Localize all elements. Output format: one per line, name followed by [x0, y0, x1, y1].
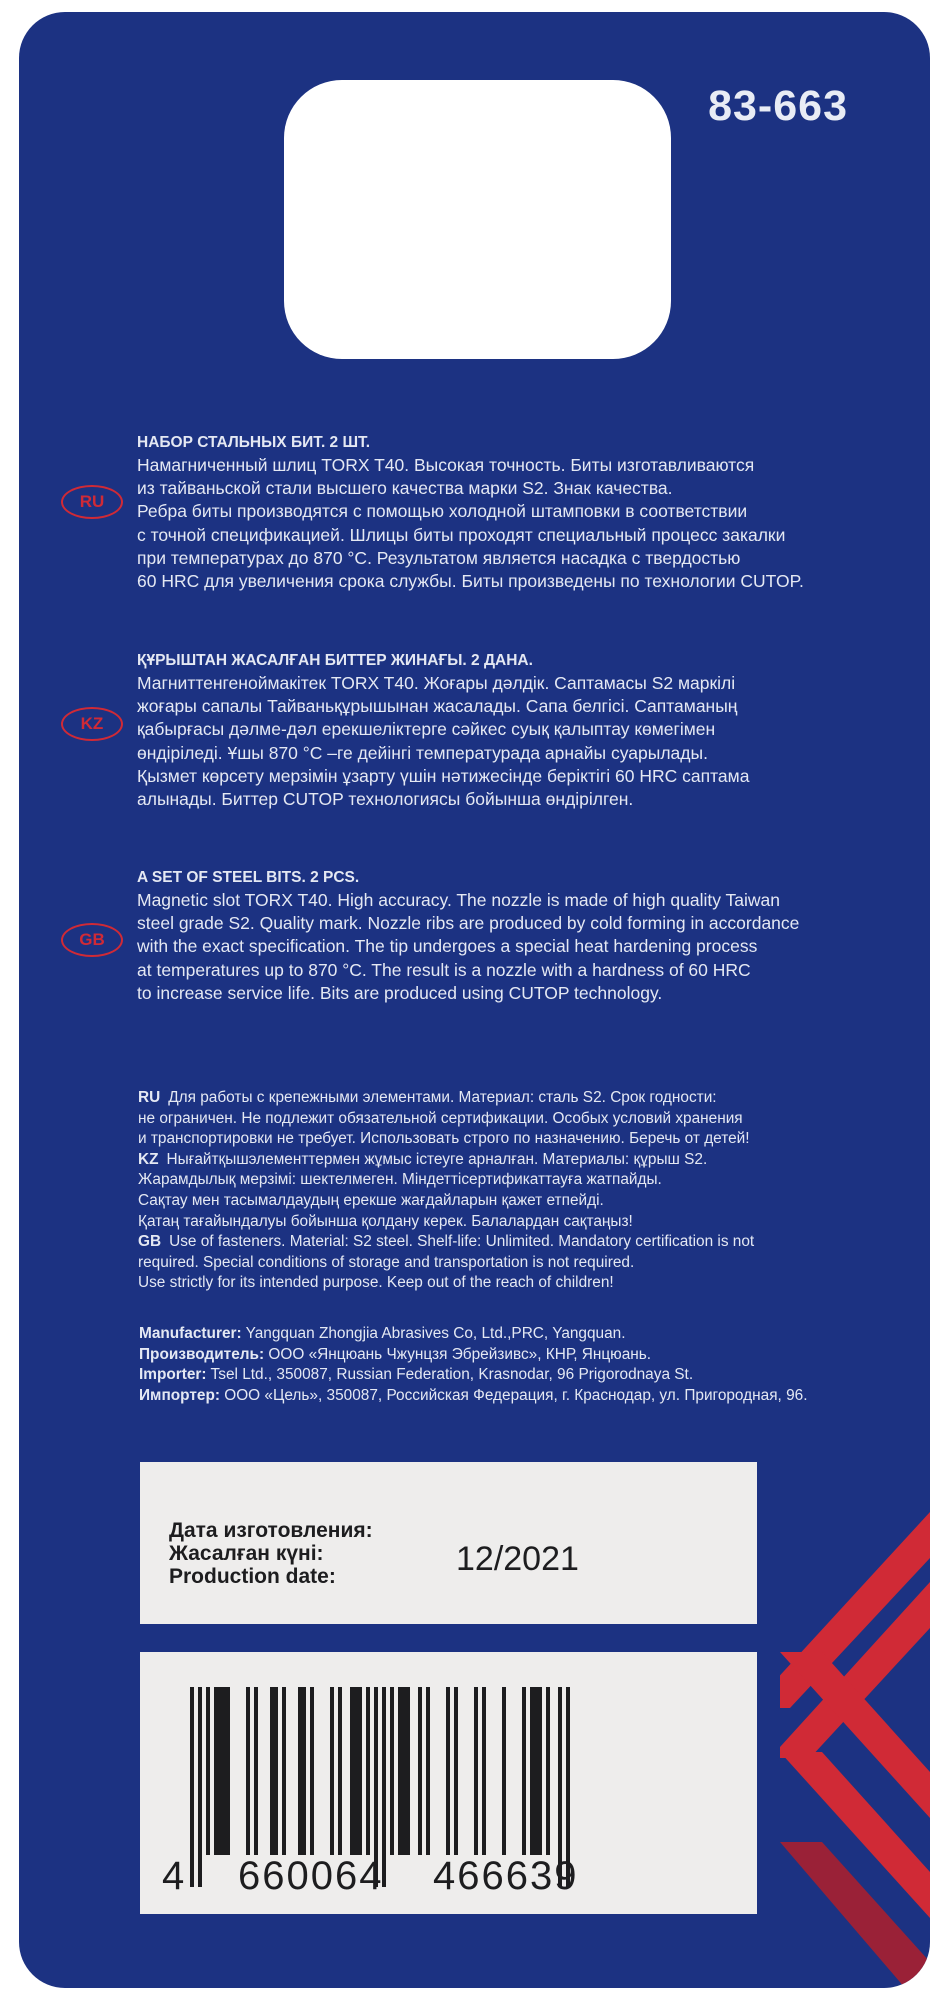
badge-gb: GB [61, 923, 123, 957]
barcode-bar [270, 1687, 274, 1855]
barcode-bar [402, 1687, 406, 1855]
barcode-bar [254, 1687, 258, 1855]
section-ru-body: Намагниченный шлиц TORX T40. Высокая точность. Биты изготавливаются из тайваньской стали высшего качества марки S2. Знак качества. Ребра биты производятся с помощью холодной штамповки в соответствии с точной спецификацией. Шлицы биты проходят специальный процесс закалки при температурах до 870 °С. Результатом является насадка с твердостью 60 HRC для увеличения срока службы. Биты произведены по технологии CUTOP. [137, 455, 804, 592]
section-gb-body: Magnetic slot TORX T40. High accuracy. The nozzle is made of high quality Taiwan steel grade S2. Quality mark. Nozzle ribs are produced by cold forming in accordance with the exact specification. The tip undergoes a special heat hardening process at temperatures up to 870 °C. The result is a nozzle with a hardness of 60 HRC to increase service life. Bits are produced using CUTOP technology. [137, 890, 800, 1003]
section-ru [137, 432, 907, 593]
usage-code-gb: GB [138, 1233, 162, 1251]
manufacturer-line [139, 1324, 919, 1345]
producer-line [139, 1345, 919, 1366]
barcode-bar [398, 1687, 402, 1855]
barcode-bar [390, 1687, 394, 1855]
producer-label: Производитель: [139, 1345, 265, 1363]
barcode-bar [426, 1687, 430, 1855]
barcode-bar [282, 1687, 286, 1855]
hang-hole [284, 80, 671, 359]
usage-line [138, 1150, 898, 1171]
barcode-bar [310, 1687, 314, 1855]
barcode-right-group: 466639 [433, 1854, 579, 1898]
badge-kz: KZ [61, 707, 123, 741]
usage-line [138, 1232, 898, 1253]
barcode-number [140, 1854, 757, 1898]
barcode-bar [338, 1687, 342, 1855]
section-kz [137, 650, 907, 811]
usage-text: Для работы с крепежными элементами. Материал: сталь S2. Срок годности: [168, 1089, 717, 1106]
usage-line: и транспортировки не требует. Использовать строго по назначению. Беречь от детей! [138, 1130, 750, 1148]
section-kz-body: Магниттенгеноймакітек TORX T40. Жоғары дәлдік. Саптамасы S2 маркілі жоғары сапалы Тайваньқұрышынан жасалады. Сапа белгісі. Саптаманың қабырғасы дәлме-дәл ерекшеліктерге сәйкес суық қалыптау көмегімен өндіріледі. Ұшы 870 °С –ге дейінгі температурада арнайы суарылады. Қызмет көрсету мерзімін ұзарту үшін нәтижесінде беріктігі 60 HRC саптама алынады. Биттер CUTOP технологиясы бойынша өндірілген. [137, 673, 750, 810]
barcode-panel [140, 1652, 757, 1914]
barcode-bar [246, 1687, 250, 1855]
barcode-bar [502, 1687, 506, 1855]
usage-line: Use strictly for its intended purpose. Keep out of the reach of children! [138, 1274, 614, 1292]
barcode-first-digit: 4 [162, 1854, 187, 1898]
barcode-bar [222, 1687, 226, 1855]
barcode-bar [214, 1687, 218, 1855]
importer-ru-line [139, 1386, 919, 1407]
section-ru-heading: НАБОР СТАЛЬНЫХ БИТ. 2 ШТ. [137, 434, 371, 451]
barcode-bar [534, 1687, 538, 1855]
barcode-bar [330, 1687, 334, 1855]
section-gb [137, 867, 907, 1005]
usage-info [138, 1088, 898, 1294]
barcode-bar [406, 1687, 410, 1855]
barcode-bar [418, 1687, 422, 1855]
barcode-bar [474, 1687, 478, 1855]
usage-code-ru: RU [138, 1089, 161, 1106]
barcode-bar [454, 1687, 458, 1855]
section-gb-heading: A SET OF STEEL BITS. 2 PCS. [137, 869, 360, 886]
barcode-bar [366, 1687, 370, 1855]
usage-text: Нығайтқышэлементтермен жұмыс істеуге арналған. Материалы: құрыш S2. [166, 1150, 708, 1168]
manufacturer-info [139, 1324, 919, 1406]
decorative-stripes [780, 1512, 930, 1988]
manufacturer-value: Yangquan Zhongjia Abrasives Co, Ltd.,PRC, Yangquan. [241, 1325, 626, 1342]
barcode-bar [482, 1687, 486, 1855]
barcode-bar [538, 1687, 542, 1855]
barcode-bar [274, 1687, 278, 1855]
production-date-panel [140, 1462, 757, 1624]
date-label-gb: Production date: [169, 1565, 336, 1588]
manufacturer-label: Manufacturer: [139, 1325, 242, 1342]
barcode-bar [218, 1687, 222, 1855]
barcode-bar [226, 1687, 230, 1855]
importer-ru-value: ООО «Цель», 350087, Российская Федерация, г. Краснодар, ул. Пригородная, 96. [219, 1386, 808, 1404]
barcode-bar [298, 1687, 302, 1855]
barcode-bar [522, 1687, 526, 1855]
barcode-bar [354, 1687, 358, 1855]
product-card-back [19, 12, 930, 1988]
date-label-kz: Жасалған күні: [169, 1542, 324, 1565]
importer-ru-label: Импортер: [139, 1386, 220, 1404]
usage-text: Use of fasteners. Material: S2 steel. Shelf-life: Unlimited. Mandatory certification is not [169, 1233, 755, 1251]
importer-label: Importer: [139, 1366, 207, 1384]
barcode-bar [206, 1687, 210, 1855]
usage-line [138, 1088, 898, 1109]
production-date-value: 12/2021 [456, 1540, 579, 1578]
production-date-labels [169, 1519, 373, 1588]
barcode-bar [358, 1687, 362, 1855]
section-kz-heading: ҚҰРЫШТАН ЖАСАЛҒАН БИТТЕР ЖИНАҒЫ. 2 ДАНА. [137, 652, 533, 669]
barcode-bar [446, 1687, 450, 1855]
usage-line: required. Special conditions of storage and transportation is not required. [138, 1253, 635, 1271]
date-label-ru: Дата изготовления: [169, 1519, 373, 1542]
usage-line: не ограничен. Не подлежит обязательной сертификации. Особых условий хранения [138, 1109, 743, 1127]
importer-value: Tsel Ltd., 350087, Russian Federation, Krasnodar, 96 Prigorodnaya St. [206, 1366, 694, 1384]
barcode-left-group: 660064 [238, 1854, 384, 1898]
article-number: 83-663 [708, 82, 848, 130]
usage-code-kz: KZ [138, 1150, 159, 1168]
barcode-bar [530, 1687, 534, 1855]
producer-value: ООО «Янцюань Чжунцзя Эбрейзивс», КНР, Янцюань. [264, 1345, 652, 1363]
usage-line: Қатаң тағайындалуы бойынша қолдану керек. Балалардан сақтаңыз! [138, 1212, 633, 1230]
badge-ru: RU [61, 485, 123, 519]
usage-line: Жарамдылық мерзімі: шектелмеген. Міндеттісертификаттауға жатпайды. [138, 1171, 662, 1189]
barcode-bar [302, 1687, 306, 1855]
barcode-bar [350, 1687, 354, 1855]
barcode-bar [546, 1687, 550, 1855]
usage-line: Сақтау мен тасымалдаудың ерекше жағдайларын қажет етпейді. [138, 1191, 604, 1209]
importer-line [139, 1365, 919, 1386]
